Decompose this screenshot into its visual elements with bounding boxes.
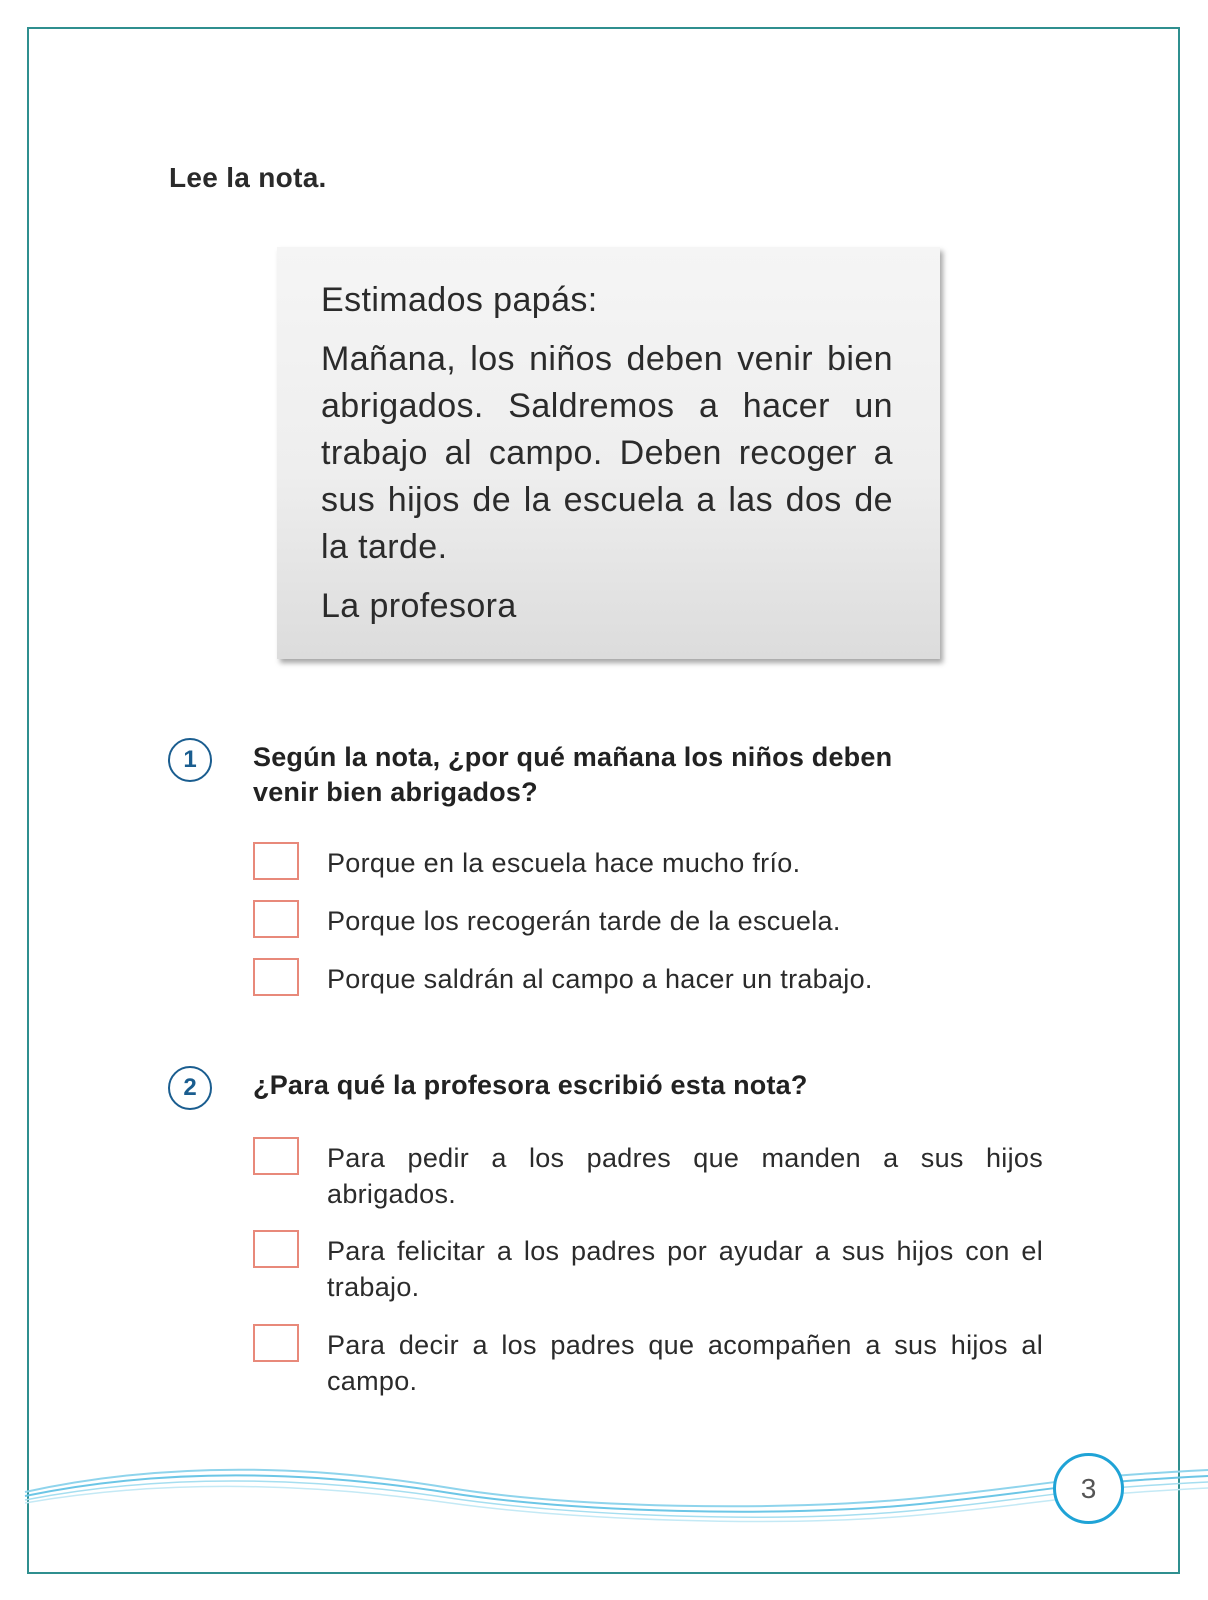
option-1b-text: Porque los recogerán tarde de la escuela. — [327, 906, 841, 936]
decorative-wave — [0, 1450, 1208, 1530]
option-1c-text: Porque saldrán al campo a hacer un trabajo. — [327, 964, 873, 994]
question-1-line-1: Según la nota, ¿por qué mañana los niños deben — [253, 742, 893, 772]
option-2b-checkbox[interactable] — [253, 1230, 299, 1268]
note-body: Mañana, los niños deben venir bien abrigados. Saldremos a hacer un trabajo al campo. Deben recoger a sus hijos de la escuela a las dos de la tarde. — [321, 340, 893, 566]
option-2a-text: Para pedir a los padres que manden a sus hijos abrigados. — [327, 1143, 1043, 1209]
option-1b-checkbox[interactable] — [253, 900, 299, 938]
note-signature: La profesora — [321, 587, 517, 625]
option-1a-checkbox[interactable] — [253, 842, 299, 880]
option-2c-checkbox[interactable] — [253, 1324, 299, 1362]
question-1 — [253, 740, 892, 810]
page-number: 3 — [1053, 1453, 1124, 1524]
question-number-2: 2 — [168, 1066, 212, 1110]
option-2c-text: Para decir a los padres que acompañen a sus hijos al campo. — [327, 1330, 1043, 1396]
question-1-line-2: venir bien abrigados? — [253, 777, 538, 807]
note-greeting: Estimados papás: — [321, 281, 598, 319]
question-2-line-1: ¿Para qué la profesora escribió esta nota? — [253, 1070, 808, 1100]
option-2a-checkbox[interactable] — [253, 1137, 299, 1175]
option-2b-text: Para felicitar a los padres por ayudar a sus hijos con el trabajo. — [327, 1236, 1043, 1302]
question-number-1: 1 — [168, 738, 212, 782]
option-1c-checkbox[interactable] — [253, 958, 299, 996]
note-card — [277, 247, 940, 659]
instruction: Lee la nota. — [169, 162, 327, 193]
option-1a-text: Porque en la escuela hace mucho frío. — [327, 848, 801, 878]
question-2 — [253, 1068, 808, 1103]
